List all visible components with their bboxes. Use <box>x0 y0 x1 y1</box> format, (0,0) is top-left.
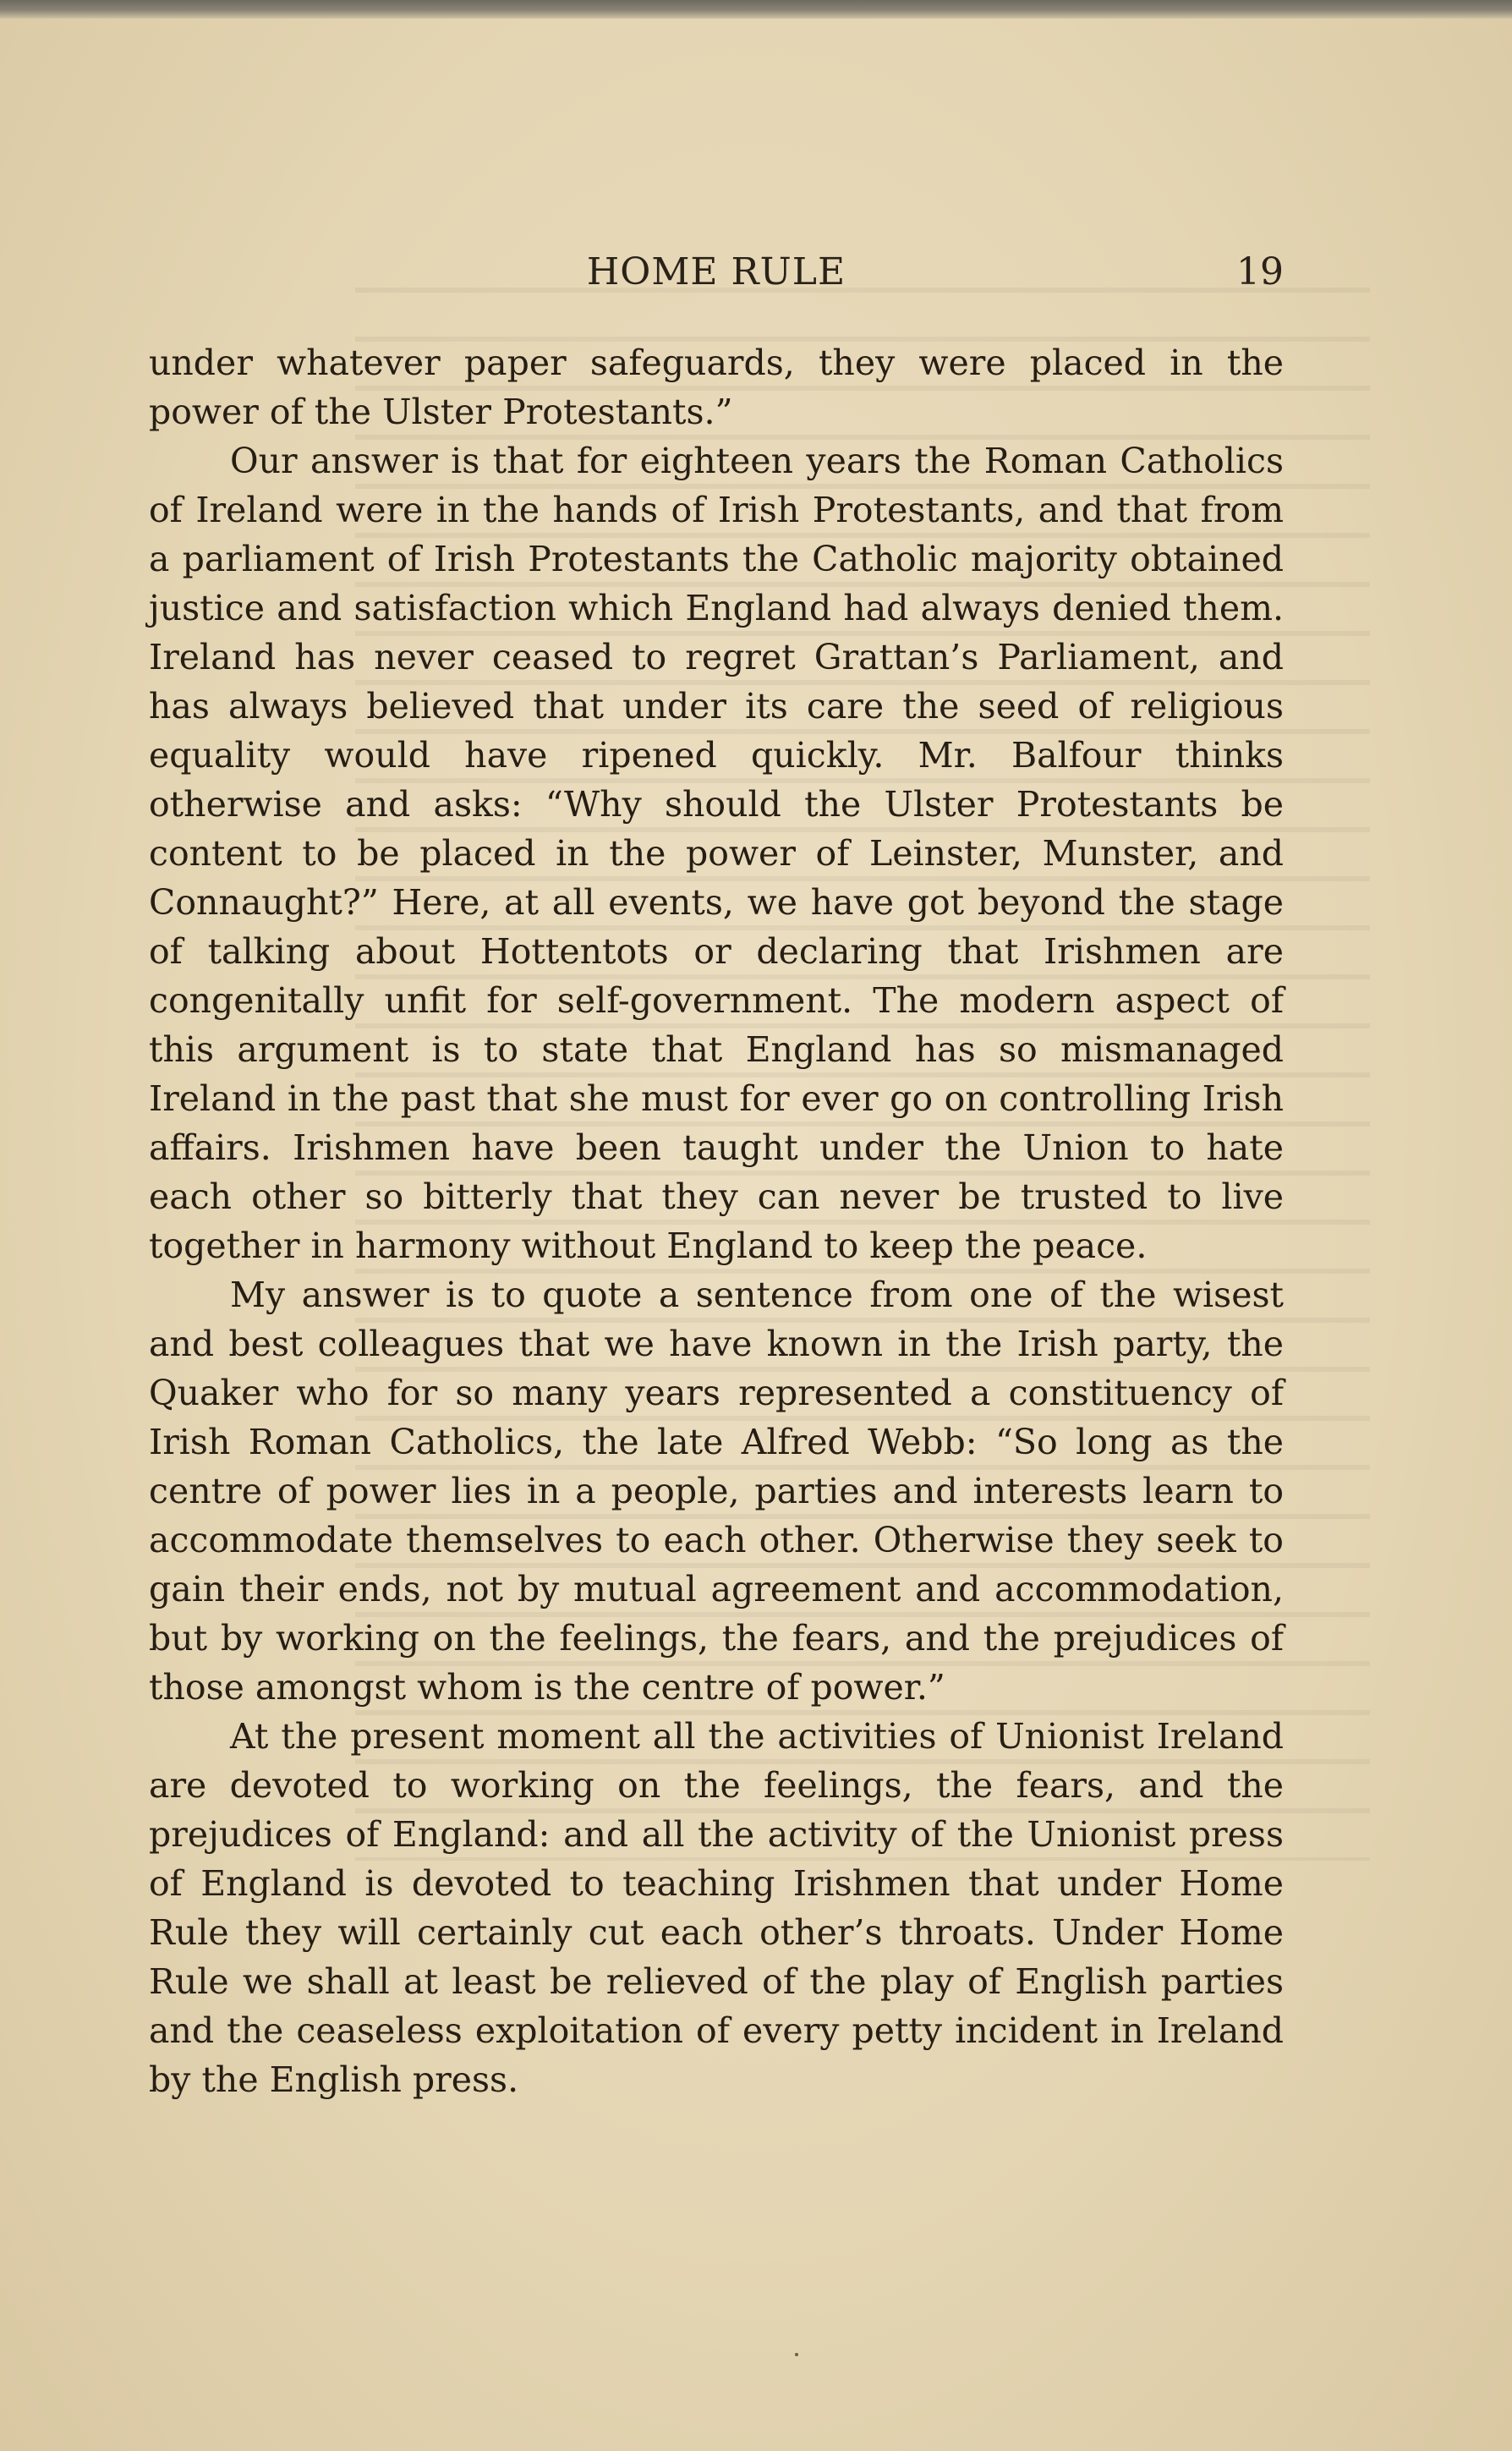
paragraph: My answer is to quote a sentence from one of the wisest and best colleagues that we have known in the Irish party, the Quaker who for so many years represented a constituency of Irish Roman Catholics, the late Alfred Webb: “So long as the centre of power lies in a people, parties and interests learn to accommodate themselves to each other. Otherwise they seek to gain their ends, not by mutual agreement and accommodation, but by working on the feelings, the fears, and the prejudices of those amongst whom is the centre of power.” <box>149 1275 1284 1708</box>
stray-ink-mark <box>795 2353 798 2356</box>
paragraph: At the present moment all the activities of Unionist Ireland are devoted to working on the feelings, the fears, and the prejudices of England: and all the activity of the Unionist press of England is devoted to teaching Irishmen that under Home Rule they will certainly cut each other’s throats. Under Home Rule we shall at least be relieved of the play of English parties and the ceaseless exploitation of every petty incident in Ireland by the English press. <box>149 1716 1284 2100</box>
running-title: HOME RULE <box>586 250 846 293</box>
paragraph: Our answer is that for eighteen years the Roman Catholics of Ireland were in the hands of Irish Protestants, and that from a parliament of Irish Protestants the Catholic majority obtained justice and satisfaction which England had always denied them. Ireland has never ceased to regret Grattan’s Parliament, and has always believed that under its care the seed of religious equality would have ripened quickly. Mr. Balfour thinks otherwise and asks: “Why should the Ulster Protestants be content to be placed in the power of Leinster, Munster, and Connaught?” Here, at all events, we have got beyond the stage of talking about Hottentots or declaring that Irishmen are congenitally unfit for self-government. The modern aspect of this argument is to state that England has so mismanaged Ireland in the past that she must for ever go on controlling Irish affairs. Irishmen have been taught under the Union to hate each other so bitterly that they can never be trusted to live together in harmony without England to keep the peace. <box>149 441 1284 1266</box>
page-number: 19 <box>1236 250 1284 293</box>
paragraph-continued: under whatever paper safeguards, they were placed in the power of the Ulster Protestants.” <box>149 343 1284 432</box>
body-text <box>149 338 1284 2104</box>
page-header <box>149 250 1284 304</box>
page-top-edge <box>0 0 1512 19</box>
